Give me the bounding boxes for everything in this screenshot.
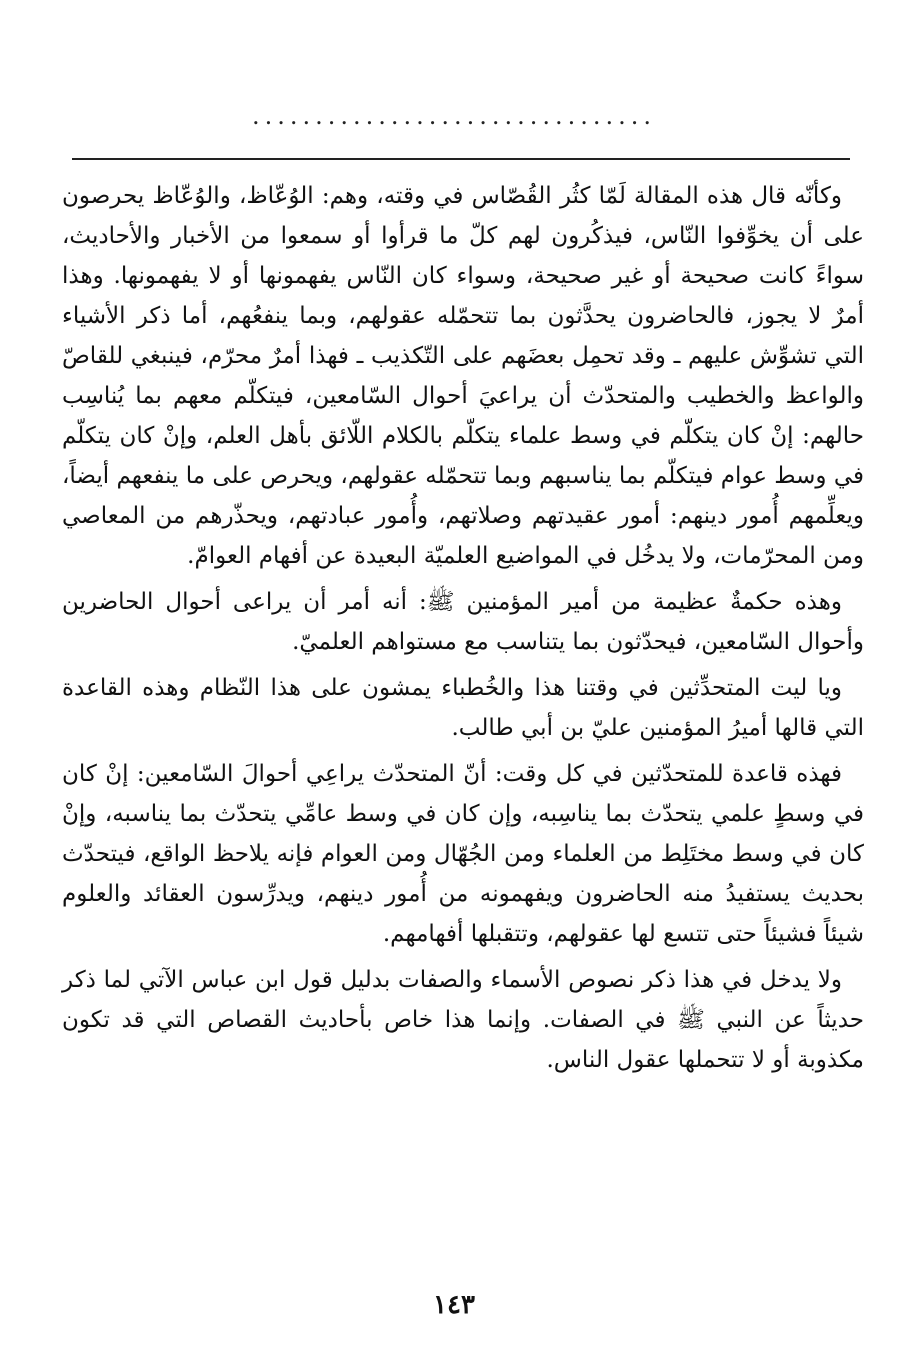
paragraph-4: فهذه قاعدة للمتحدّثين في كل وقت: أنّ المتحدّث يراعِي أحوالَ السّامعين: إنْ كان في وسطٍ علمي يتحدّث بما يناسِبه، وإن كان في وسط عامِّي يتحدّث بما يناسبه، وإنْ كان في وسط مختَلِط من العلماء ومن الجُهّال ومن العوام فإنه يلاحظ الواقع، فيتحدّث بحديث يستفيدُ منه الحاضرون ويفهمونه من أُمور دينهم، ويدرِّسون العقائد والعلوم شيئاً فشيئاً حتى تتسع لها عقولهم، وتتقبلها أفهامهم.	[62, 761, 864, 947]
paragraph-5: ولا يدخل في هذا ذكر نصوص الأسماء والصفات بدليل قول ابن عباس الآتي لما ذكر حديثاً عن النبي ﷺ في الصفات. وإنما هذا خاص بأحاديث القصاص التي قد تكون مكذوبة أو لا تتحملها عقول الناس.	[62, 967, 864, 1073]
page-number: ١٤٣	[433, 1290, 475, 1320]
header-rule	[72, 158, 850, 160]
body-text	[62, 176, 864, 1086]
paragraph-3: ويا ليت المتحدِّثين في وقتنا هذا والخُطباء يمشون على هذا النّظام وهذه القاعدة التي قالها أميرُ المؤمنين عليّ بن أبي طالب.	[62, 675, 864, 741]
paragraph-1: وكأنّه قال هذه المقالة لَمّا كثُر القُصّاس في وقته، وهم: الوُعّاظ، والوُعّاظ يحرصون على أن يخوِّفوا النّاس، فيذكُرون لهم كلّ ما قرأوا أو سمعوا من الأخبار والأحاديث، سواءً كانت صحيحة أو غير صحيحة، وسواء كان النّاس يفهمونها أو لا يفهمونها. وهذا أمرٌ لا يجوز، فالحاضرون يحدَّثون بما تتحمّله عقولهم، وبما ينفعُهم، أما ذكر الأشياء التي تشوِّش عليهم ـ وقد تحمِل بعضَهم على التّكذيب ـ فهذا أمرٌ محرّم، فينبغي للقاصّ والواعظ والخطيب والمتحدّث أن يراعيَ أحوال السّامعين، فيتكلّم معهم بما يُناسِب حالهم: إنْ كان يتكلّم في وسط علماء يتكلّم بالكلام اللّائق بأهل العلم، وإنْ كان يتكلّم في وسط عوام فيتكلّم بما يناسبهم وبما تتحمّله عقولهم، ويحرص على ما ينفعهم أيضاً، ويعلِّمهم أُمور دينهم: أمور عقيدتهم وصلاتهم، وأُمور عبادتهم، ويحذّرهم من المعاصي ومن المحرّمات، ولا يدخُل في المواضيع العلميّة البعيدة عن أفهام العوامّ.	[62, 183, 865, 569]
paragraph-2: وهذه حكمةٌ عظيمة من أمير المؤمنين ﷺ: أنه أمر أن يراعى أحوال الحاضرين وأحوال السّامعين، فيحدّثون بما يتناسب مع مستواهم العلميّ.	[62, 589, 864, 655]
header-dotted-line: ................................	[251, 102, 657, 130]
